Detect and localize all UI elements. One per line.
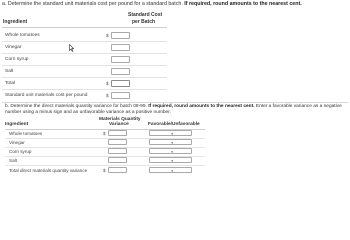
row-divider (2, 41, 167, 42)
part-b-row-label: Whole tomatoes (9, 131, 43, 136)
row-divider (2, 53, 167, 54)
part-a-header-ingredient: Ingredient (3, 19, 28, 25)
part-a-row-label: Corn syrup (5, 57, 29, 62)
part-b-corn-syrup-select[interactable] (149, 148, 192, 154)
part-b-question: b. Determine the direct materials quantity variance for batch 08-99. If required, round amounts to the nearest cent. Enter a favorable variance as a negative (5, 104, 342, 109)
chevron-down-icon: ▾ (171, 132, 173, 136)
part-b-vinegar-select[interactable] (149, 139, 192, 145)
part-b-row-label: Salt (9, 158, 17, 163)
part-b-salt-input[interactable] (108, 157, 127, 163)
currency-symbol: $ (106, 93, 109, 98)
currency-symbol: $ (103, 168, 106, 173)
part-b-corn-syrup-input[interactable] (108, 148, 127, 154)
row-divider (2, 77, 167, 78)
part-a-header-cost-line2: per Batch (132, 19, 156, 25)
part-a-header-cost-line1: Standard Cost (128, 12, 163, 18)
chevron-down-icon: ▾ (171, 169, 173, 173)
chevron-down-icon: ▾ (171, 159, 173, 163)
part-a-salt-input[interactable] (111, 68, 130, 75)
part-a-vinegar-input[interactable] (111, 44, 130, 51)
currency-symbol: $ (103, 131, 106, 136)
chevron-down-icon: ▾ (171, 150, 173, 154)
part-a-corn-syrup-input[interactable] (111, 56, 130, 63)
row-divider (2, 65, 167, 66)
part-a-whole-tomatoes-input[interactable] (111, 32, 130, 39)
part-a-row-label: Standard unit materials cost per pound (5, 93, 88, 98)
part-a-row-label: Salt (5, 69, 14, 74)
part-b-vinegar-input[interactable] (108, 139, 127, 145)
part-b-salt-select[interactable] (149, 157, 192, 163)
part-b-header-ingredient: Ingredient (5, 122, 29, 127)
part-a-total-input[interactable] (111, 80, 130, 87)
chevron-down-icon: ▾ (171, 141, 173, 145)
part-a-row-label: Whole tomatoes (5, 33, 40, 38)
part-a-row-label: Vinegar (5, 45, 22, 50)
part-b-total-select[interactable] (149, 167, 192, 173)
section-divider (2, 102, 348, 103)
row-divider (5, 165, 205, 166)
part-b-header-mq-line1: Materials Quantity (99, 117, 141, 122)
part-b-row-label: Total direct materials quantity variance (9, 168, 88, 173)
row-divider (2, 89, 167, 90)
part-b-row-label: Corn syrup (9, 149, 32, 154)
part-b-header-fav: Favorable/Unfavorable (148, 122, 200, 127)
currency-symbol: $ (106, 33, 109, 38)
mouse-pointer-icon (69, 44, 74, 52)
part-b-header-mq-line2: Variance (109, 122, 129, 127)
part-b-total-input[interactable] (108, 167, 127, 173)
part-b-whole-tomatoes-select[interactable] (149, 130, 192, 136)
currency-symbol: $ (106, 81, 109, 86)
part-a-question: a. Determine the standard unit materials cost per pound for a standard batch. If required, round amounts to the nearest cent. (2, 1, 302, 7)
part-b-whole-tomatoes-input[interactable] (108, 130, 127, 136)
part-a-header-rule (2, 27, 167, 28)
part-a-unit-cost-input[interactable] (111, 92, 130, 99)
part-b-row-label: Vinegar (9, 140, 25, 145)
part-b-question-line2: number using a minus sign and an unfavorable variance as a positive number. (5, 110, 171, 115)
part-a-row-label: Total (5, 81, 16, 86)
